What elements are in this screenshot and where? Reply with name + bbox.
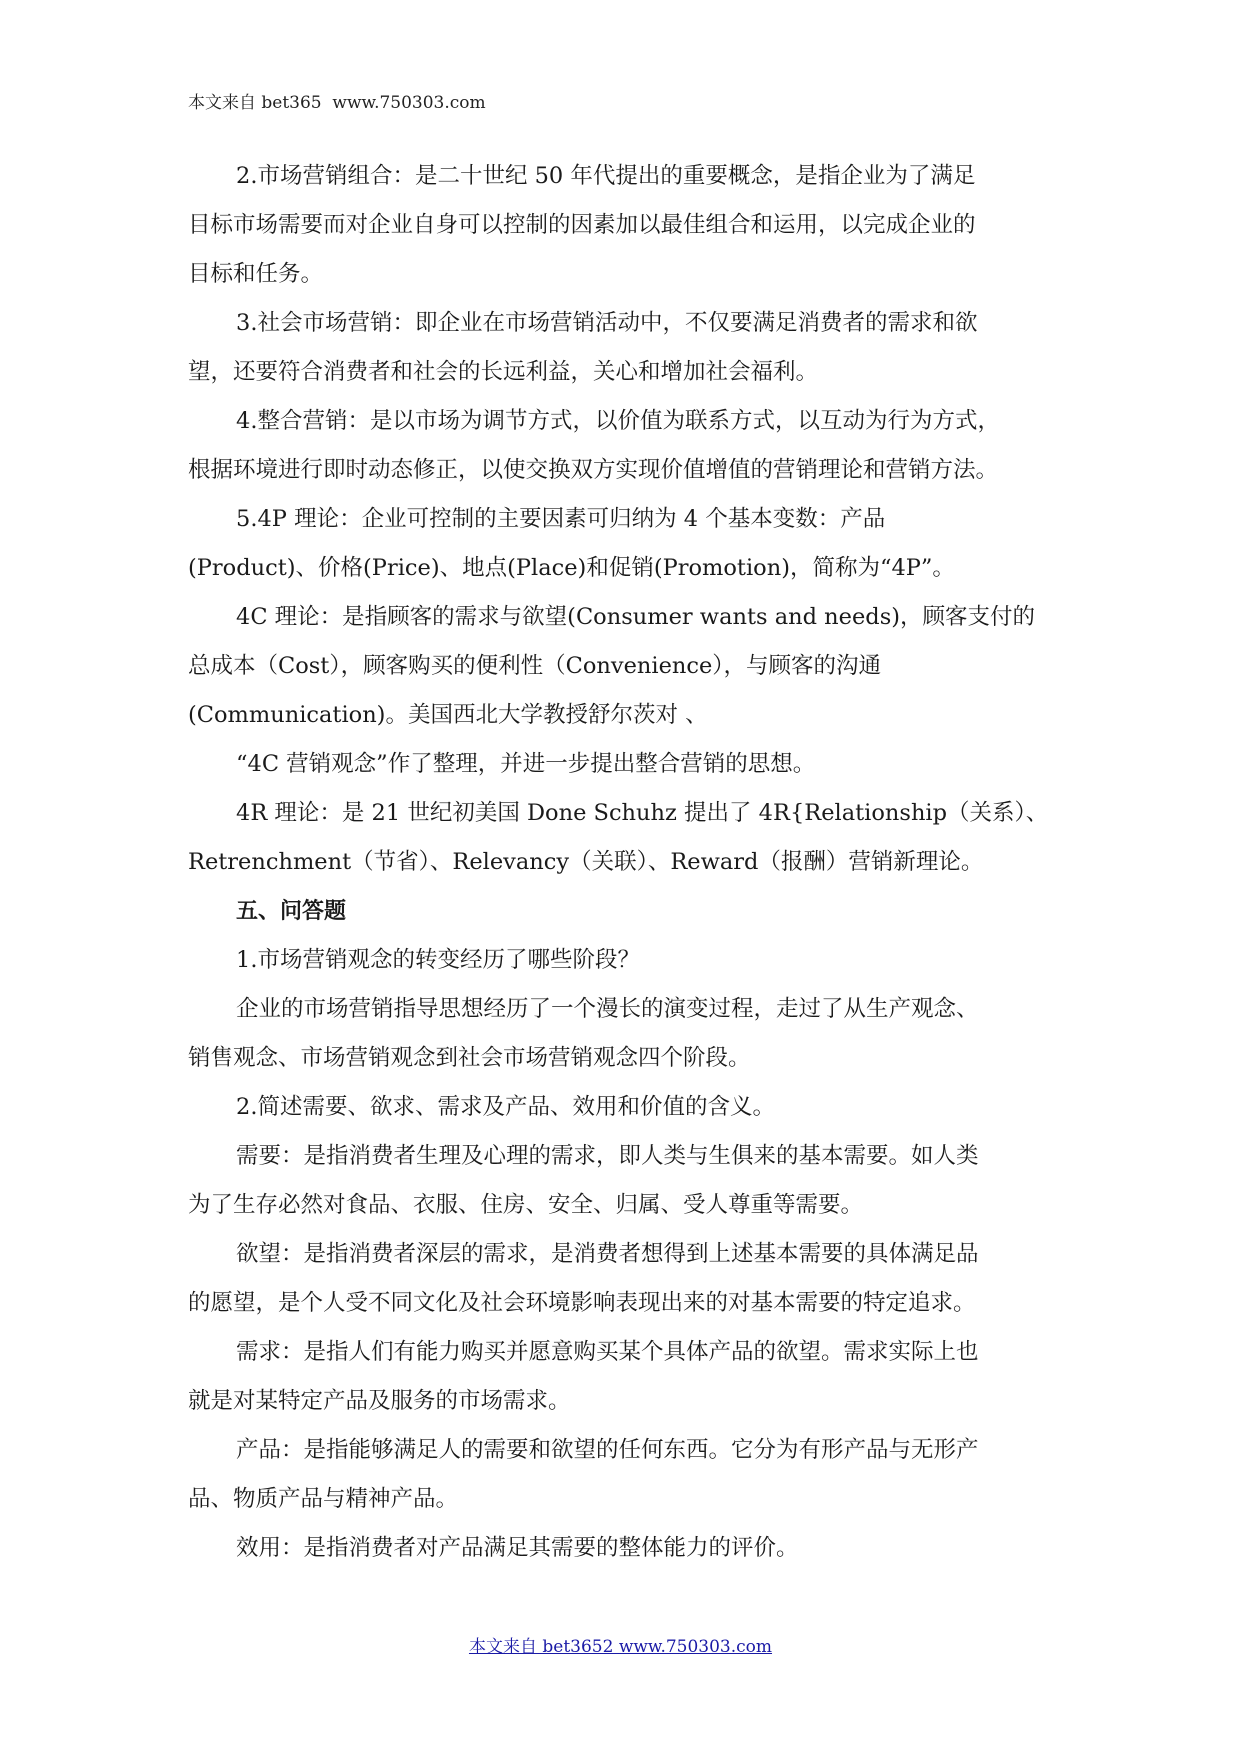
text-line: 销售观念、市场营销观念到社会市场营销观念四个阶段。 (188, 1045, 751, 1071)
text-line: 4R 理论：是 21 世纪初美国 Done Schuhz 提出了 4R{Relationship（关系）、 (236, 800, 1049, 826)
text-line: 产品：是指能够满足人的需要和欲望的任何东西。它分为有形产品与无形产 (236, 1437, 979, 1463)
section-heading: 五、问答题 (236, 899, 347, 924)
text-line: 2.市场营销组合：是二十世纪 50 年代提出的重要概念，是指企业为了满足 (236, 163, 976, 189)
footer-link[interactable]: 本文来自 bet3652 www.750303.com (468, 1637, 773, 1657)
text-line: 1.市场营销观念的转变经历了哪些阶段？ (236, 947, 640, 973)
page-header: 本文来自 bet365 www.750303.com (188, 93, 486, 113)
text-line: 5.4P 理论：企业可控制的主要因素可归纳为 4 个基本变数：产品 (236, 506, 886, 532)
text-line: 品、物质产品与精神产品。 (188, 1486, 459, 1512)
text-line: 望，还要符合消费者和社会的长远利益，关心和增加社会福利。 (188, 359, 819, 385)
text-line: “4C 营销观念”作了整理，并进一步提出整合营销的思想。 (236, 751, 816, 777)
text-line: 需求：是指人们有能力购买并愿意购买某个具体产品的欲望。需求实际上也 (236, 1339, 979, 1365)
text-line: 欲望：是指消费者深层的需求，是消费者想得到上述基本需要的具体满足品 (236, 1241, 979, 1267)
text-line: (Product)、价格(Price)、地点(Place)和促销(Promotion)，简称为“4P”。 (188, 555, 955, 581)
text-line: 4.整合营销：是以市场为调节方式，以价值为联系方式，以互动为行为方式， (236, 408, 1000, 434)
text-line: 3.社会市场营销：即企业在市场营销活动中，不仅要满足消费者的需求和欲 (236, 310, 978, 336)
text-line: 需要：是指消费者生理及心理的需求，即人类与生俱来的基本需要。如人类 (236, 1143, 979, 1169)
text-line: (Communication)。美国西北大学教授舒尔茨对 、 (188, 702, 708, 728)
text-line: 效用：是指消费者对产品满足其需要的整体能力的评价。 (236, 1535, 799, 1561)
document-body (188, 152, 1070, 1573)
text-line: 目标和任务。 (188, 261, 324, 287)
text-line: 根据环境进行即时动态修正，以使交换双方实现价值增值的营销理论和营销方法。 (188, 457, 999, 483)
text-line: 总成本（Cost），顾客购买的便利性（Convenience），与顾客的沟通 (188, 653, 882, 679)
text-line: 目标市场需要而对企业自身可以控制的因素加以最佳组合和运用，以完成企业的 (188, 212, 976, 238)
text-line: 2.简述需要、欲求、需求及产品、效用和价值的含义。 (236, 1094, 775, 1120)
text-line: Retrenchment（节省）、Relevancy（关联）、Reward（报酬）营销新理论。 (188, 849, 984, 875)
text-line: 4C 理论：是指顾客的需求与欲望(Consumer wants and needs)，顾客支付的 (236, 604, 1036, 630)
text-line: 就是对某特定产品及服务的市场需求。 (188, 1388, 571, 1414)
text-line: 为了生存必然对食品、衣服、住房、安全、归属、受人尊重等需要。 (188, 1192, 864, 1218)
text-line: 的愿望，是个人受不同文化及社会环境影响表现出来的对基本需要的特定追求。 (188, 1290, 976, 1316)
text-line: 企业的市场营销指导思想经历了一个漫长的演变过程，走过了从生产观念、 (236, 996, 979, 1022)
